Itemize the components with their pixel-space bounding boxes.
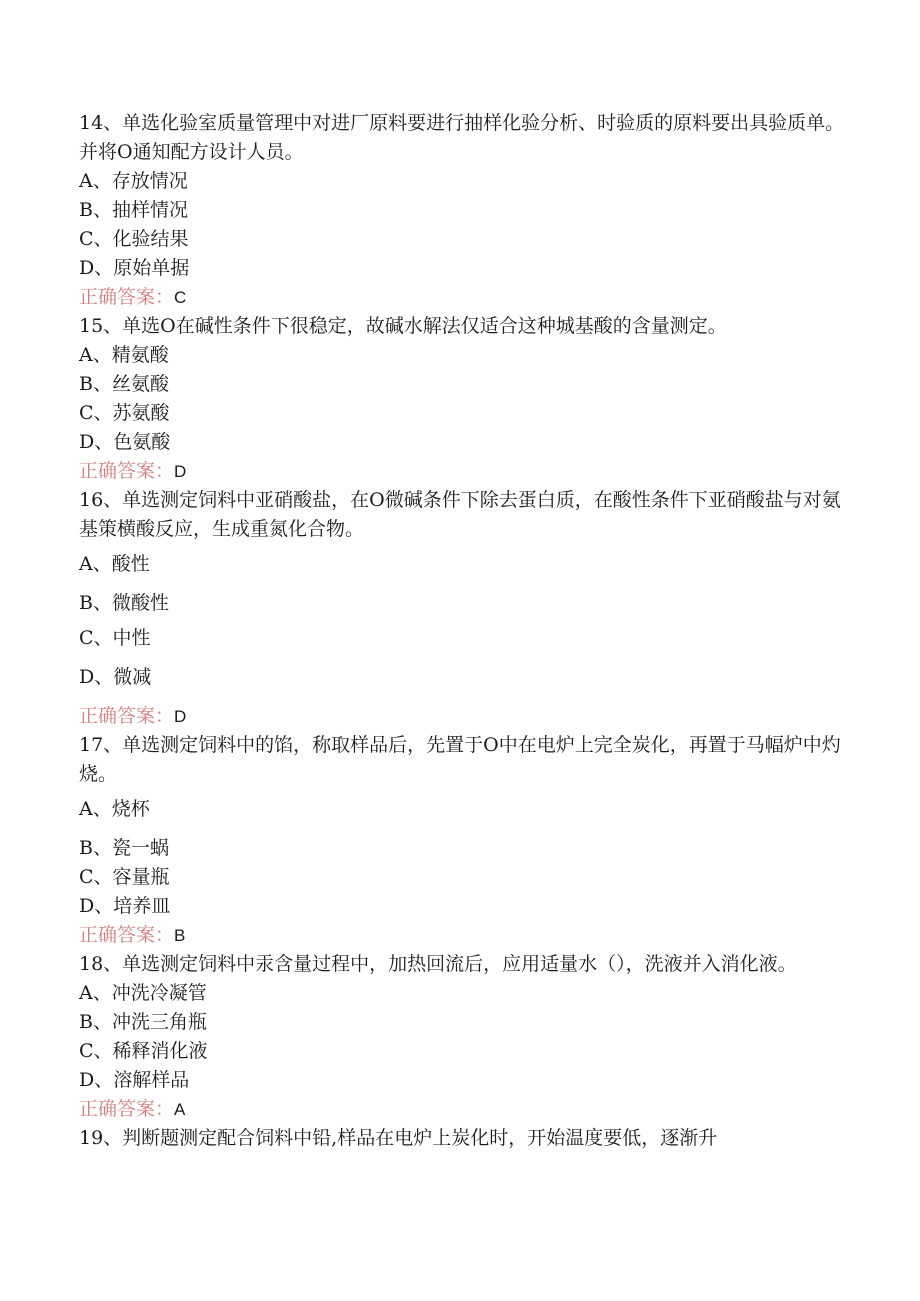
option-a: A、酸性 [79,553,150,575]
option-c: C、中性 [79,627,151,649]
question-text: 17、单选测定饲料中的馅，称取样品后，先置于O中在电炉上完全炭化，再置于马幅炉中灼烧。 [79,734,841,785]
question-16 [79,486,849,731]
question-17 [79,731,849,950]
answer-value: A [174,1100,186,1119]
answer-line [79,1095,849,1124]
answer-line [79,457,849,486]
question-14 [79,109,849,312]
option-b: B、瓷一蜗 [79,837,169,859]
answer-value: D [174,462,187,481]
question-text: 14、单选化验室质量管理中对进厂原料要进行抽样化验分析、时验质的原料要出具验质单。并将O通知配方设计人员。 [79,112,845,163]
option-a: A、存放情况 [79,170,188,192]
question-text: 18、单选测定饲料中汞含量过程中，加热回流后，应用适量水（），洗液并入消化液。 [79,953,797,975]
question-text: 15、单选O在碱性条件下很稳定，故碱水解法仅适合这种城基酸的含量测定。 [79,315,727,337]
answer-value: D [174,707,187,726]
answer-label: 正确答案： [79,1098,175,1120]
answer-label: 正确答案： [79,924,175,946]
question-18 [79,950,849,1124]
answer-line [79,702,849,731]
answer-label: 正确答案： [79,286,175,308]
option-d: D、培养皿 [79,895,171,917]
answer-label: 正确答案： [79,460,175,482]
answer-line [79,283,849,312]
option-b: B、抽样情况 [79,199,188,221]
answer-line [79,921,849,950]
answer-label: 正确答案： [79,705,175,727]
option-d: D、原始单据 [79,257,190,279]
option-d: D、色氨酸 [79,431,171,453]
option-b: B、丝氨酸 [79,373,169,395]
option-b: B、微酸性 [79,592,169,614]
answer-value: C [174,288,187,307]
option-a: A、烧杯 [79,798,150,820]
option-d: D、微减 [79,666,152,688]
question-text: 16、单选测定饲料中亚硝酸盐，在O微碱条件下除去蛋白质，在酸性条件下亚硝酸盐与对氨基策横酸反应，生成重氮化合物。 [79,489,841,540]
option-c: C、化验结果 [79,228,189,250]
option-a: A、冲洗冷凝管 [79,982,207,1004]
option-c: C、苏氨酸 [79,402,170,424]
question-text: 19、判断题测定配合饲料中铅,样品在电炉上炭化时，开始温度要低，逐渐升 [79,1127,718,1149]
option-d: D、溶解样品 [79,1069,190,1091]
question-19 [79,1124,849,1153]
option-c: C、稀释消化液 [79,1040,208,1062]
option-a: A、精氨酸 [79,344,169,366]
answer-value: B [174,926,186,945]
document-page [79,109,849,1153]
option-b: B、冲洗三角瓶 [79,1011,207,1033]
option-c: C、容量瓶 [79,866,170,888]
question-15 [79,312,849,486]
